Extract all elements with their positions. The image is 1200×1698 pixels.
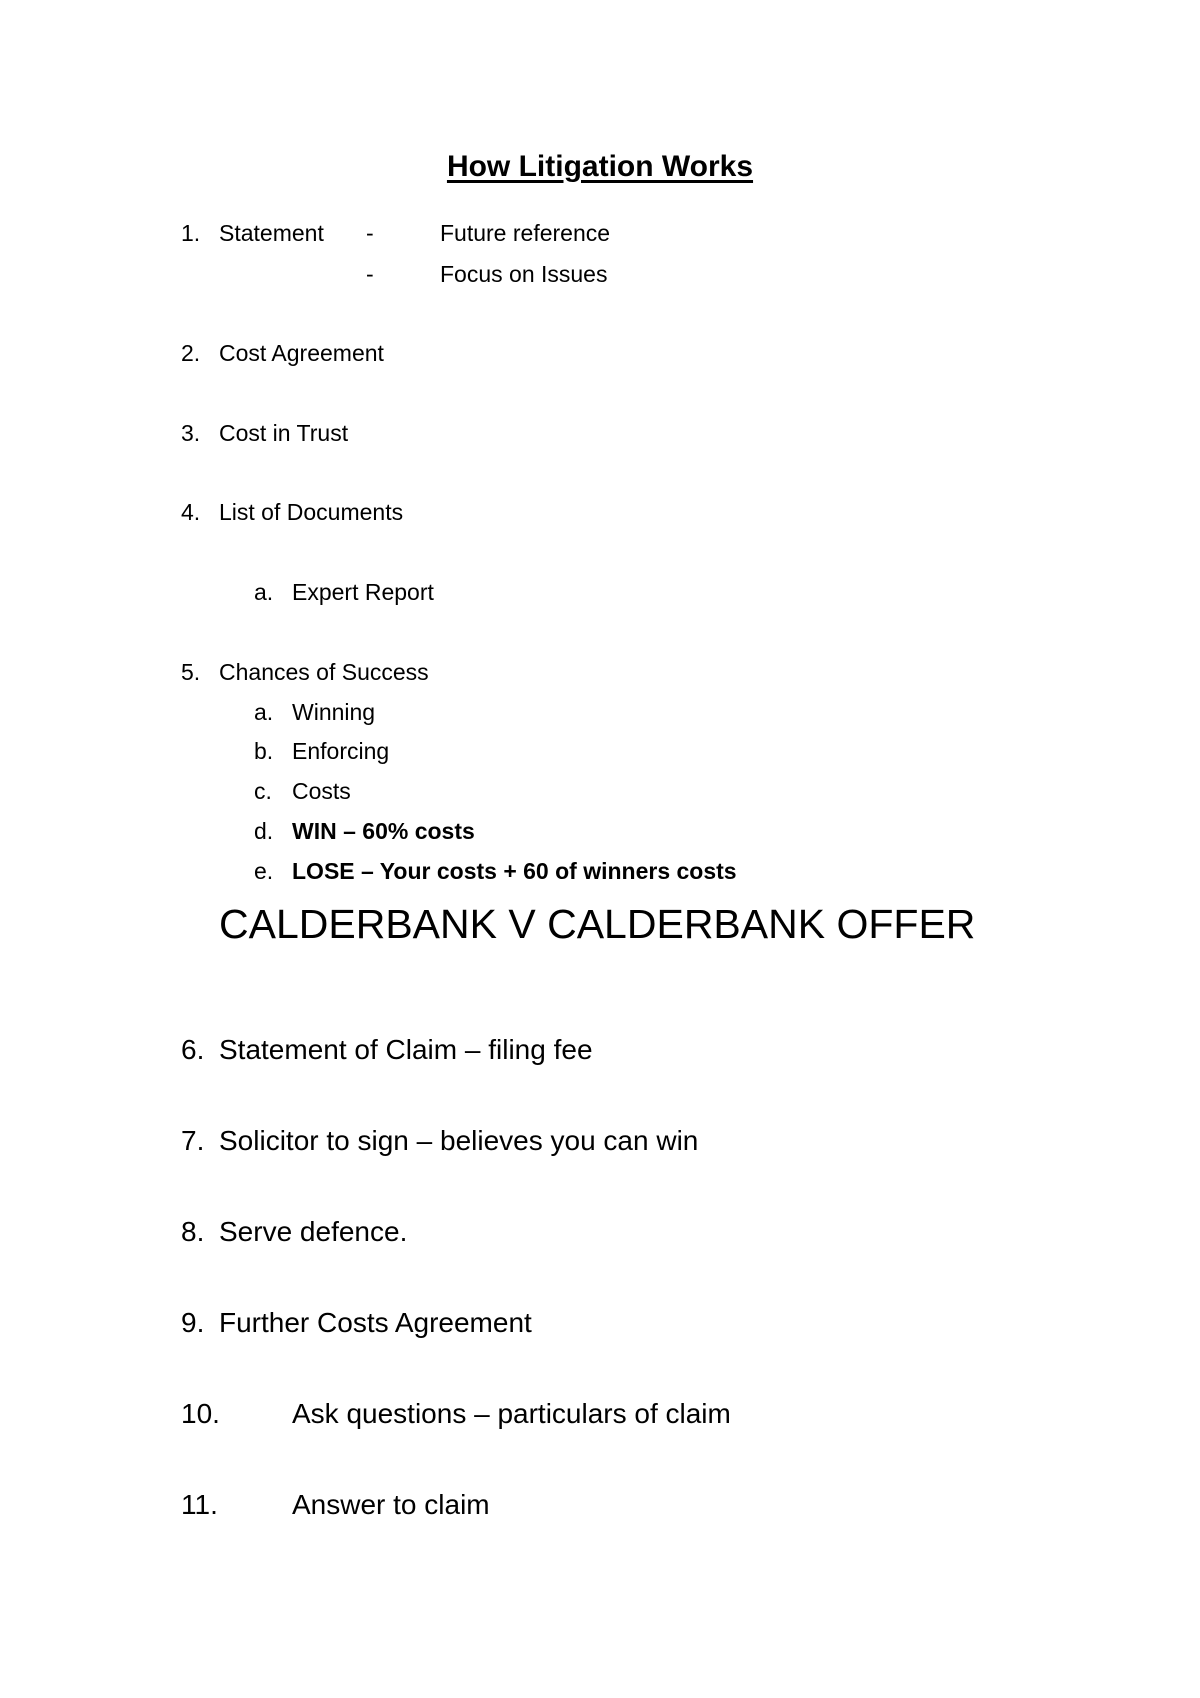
item-1-number: 1. (181, 220, 201, 246)
item-6-number: 6. (181, 1034, 205, 1065)
item-1-bullet-1-text: Future reference (440, 220, 611, 246)
section-heading: CALDERBANK V CALDERBANK OFFER (219, 901, 976, 947)
item-5b-text: Enforcing (292, 738, 390, 764)
item-1-bullet-2-dash: - (366, 261, 374, 287)
item-3-number: 3. (181, 420, 201, 446)
item-5-number: 5. (181, 659, 201, 685)
item-6-label: Statement of Claim – filing fee (219, 1034, 593, 1065)
item-5a-letter: a. (254, 699, 274, 725)
item-5e-text: LOSE – Your costs + 60 of winners costs (292, 858, 737, 884)
item-1-label: Statement (219, 220, 324, 246)
item-9-label: Further Costs Agreement (219, 1307, 532, 1338)
item-5b-letter: b. (254, 738, 274, 764)
item-5d-text: WIN – 60% costs (292, 818, 475, 844)
item-5-label: Chances of Success (219, 659, 429, 685)
item-8-label: Serve defence. (219, 1216, 408, 1247)
item-3-label: Cost in Trust (219, 420, 349, 446)
item-1-bullet-2-text: Focus on Issues (440, 261, 608, 287)
item-7-number: 7. (181, 1125, 205, 1156)
item-5c-text: Costs (292, 778, 351, 804)
item-4-number: 4. (181, 499, 201, 525)
item-10-number: 10. (181, 1398, 220, 1429)
item-5a-text: Winning (292, 699, 376, 725)
item-11-label: Answer to claim (292, 1489, 490, 1520)
document-title: How Litigation Works (446, 150, 754, 183)
item-8-number: 8. (181, 1216, 205, 1247)
item-5d-letter: d. (254, 818, 274, 844)
item-10-label: Ask questions – particulars of claim (292, 1398, 731, 1429)
item-4-label: List of Documents (219, 499, 404, 525)
item-2-label: Cost Agreement (219, 340, 384, 366)
item-7-label: Solicitor to sign – believes you can win (219, 1125, 699, 1156)
item-2-number: 2. (181, 340, 201, 366)
item-4a-letter: a. (254, 579, 274, 605)
item-5c-letter: c. (254, 778, 272, 804)
item-5e-letter: e. (254, 858, 274, 884)
item-11-number: 11. (181, 1489, 218, 1520)
item-9-number: 9. (181, 1307, 205, 1338)
item-4a-text: Expert Report (292, 579, 434, 605)
item-1-bullet-1-dash: - (366, 220, 374, 246)
